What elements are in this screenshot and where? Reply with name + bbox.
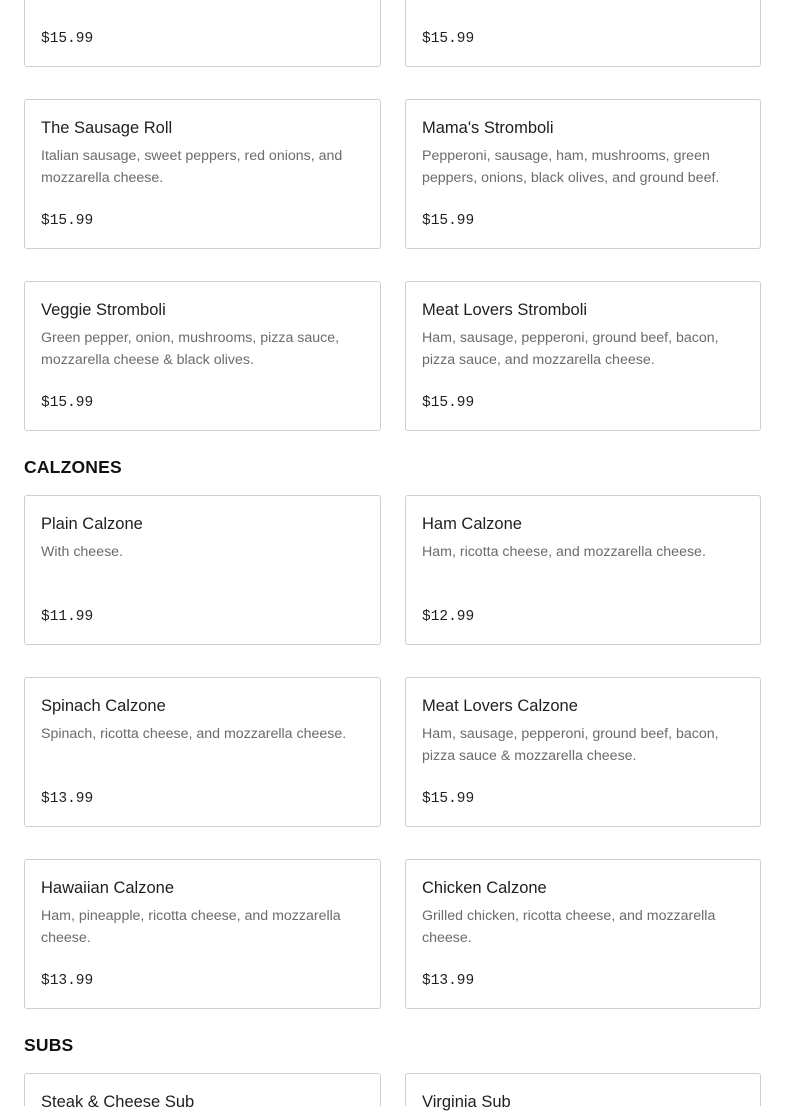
- item-price: $13.99: [41, 791, 94, 807]
- menu-item-card[interactable]: [405, 281, 761, 431]
- menu-item-card[interactable]: [405, 0, 761, 67]
- item-name: The Sausage Roll: [41, 119, 173, 137]
- item-description: Green pepper, onion, mushrooms, pizza sauce, mozzarella cheese & black olives.: [41, 330, 340, 368]
- item-description: Ham, sausage, pepperoni, ground beef, bacon, pizza sauce, and mozzarella cheese.: [422, 330, 719, 368]
- item-price: $15.99: [422, 791, 475, 807]
- item-price: $15.99: [422, 31, 475, 47]
- section-title-subs: SUBS: [24, 1035, 74, 1055]
- item-description: Ham, sausage, pepperoni, ground beef, bacon, pizza sauce & mozzarella cheese.: [422, 726, 719, 764]
- menu-item-card[interactable]: [24, 495, 381, 645]
- item-name: Virginia Sub: [422, 1093, 511, 1111]
- item-name: Spinach Calzone: [41, 697, 166, 715]
- item-description: Ham, ricotta cheese, and mozzarella cheese.: [422, 544, 706, 560]
- item-price: $13.99: [41, 973, 94, 989]
- menu-item-card[interactable]: [405, 859, 761, 1009]
- menu-item-card[interactable]: [24, 0, 381, 67]
- item-price: $15.99: [422, 395, 475, 411]
- menu-item-card[interactable]: [405, 677, 761, 827]
- item-name: Ham Calzone: [422, 515, 522, 533]
- item-price: $13.99: [422, 973, 475, 989]
- item-description: Grilled chicken, ricotta cheese, and mozzarella cheese.: [422, 908, 716, 946]
- menu-item-card[interactable]: [405, 1073, 761, 1111]
- item-description: Ham, pineapple, ricotta cheese, and mozzarella cheese.: [41, 908, 341, 946]
- menu-item-card[interactable]: [24, 281, 381, 431]
- menu-item-card[interactable]: [24, 859, 381, 1009]
- item-description: Pepperoni, sausage, ham, mushrooms, green peppers, onions, black olives, and ground beef.: [422, 148, 720, 186]
- item-description: Italian sausage, sweet peppers, red onions, and mozzarella cheese.: [41, 148, 343, 186]
- item-name: Hawaiian Calzone: [41, 879, 174, 897]
- item-name: Steak & Cheese Sub: [41, 1093, 195, 1111]
- menu-item-card[interactable]: [405, 495, 761, 645]
- item-price: $15.99: [422, 213, 475, 229]
- item-price: $15.99: [41, 31, 94, 47]
- item-description: Spinach, ricotta cheese, and mozzarella cheese.: [41, 726, 347, 742]
- item-name: Meat Lovers Calzone: [422, 697, 578, 715]
- item-description: With cheese.: [41, 544, 124, 560]
- item-name: Chicken Calzone: [422, 879, 547, 897]
- item-name: Mama's Stromboli: [422, 119, 554, 137]
- menu-item-card[interactable]: [405, 99, 761, 249]
- item-price: $15.99: [41, 395, 94, 411]
- item-price: $11.99: [41, 609, 94, 625]
- menu-item-card[interactable]: [24, 1073, 381, 1111]
- item-name: Meat Lovers Stromboli: [422, 301, 588, 319]
- section-title-calzones: CALZONES: [24, 457, 122, 477]
- item-price: $15.99: [41, 213, 94, 229]
- item-price: $12.99: [422, 609, 475, 625]
- menu-item-card[interactable]: [24, 99, 381, 249]
- item-name: Veggie Stromboli: [41, 301, 166, 319]
- item-name: Plain Calzone: [41, 515, 143, 533]
- menu-item-card[interactable]: [24, 677, 381, 827]
